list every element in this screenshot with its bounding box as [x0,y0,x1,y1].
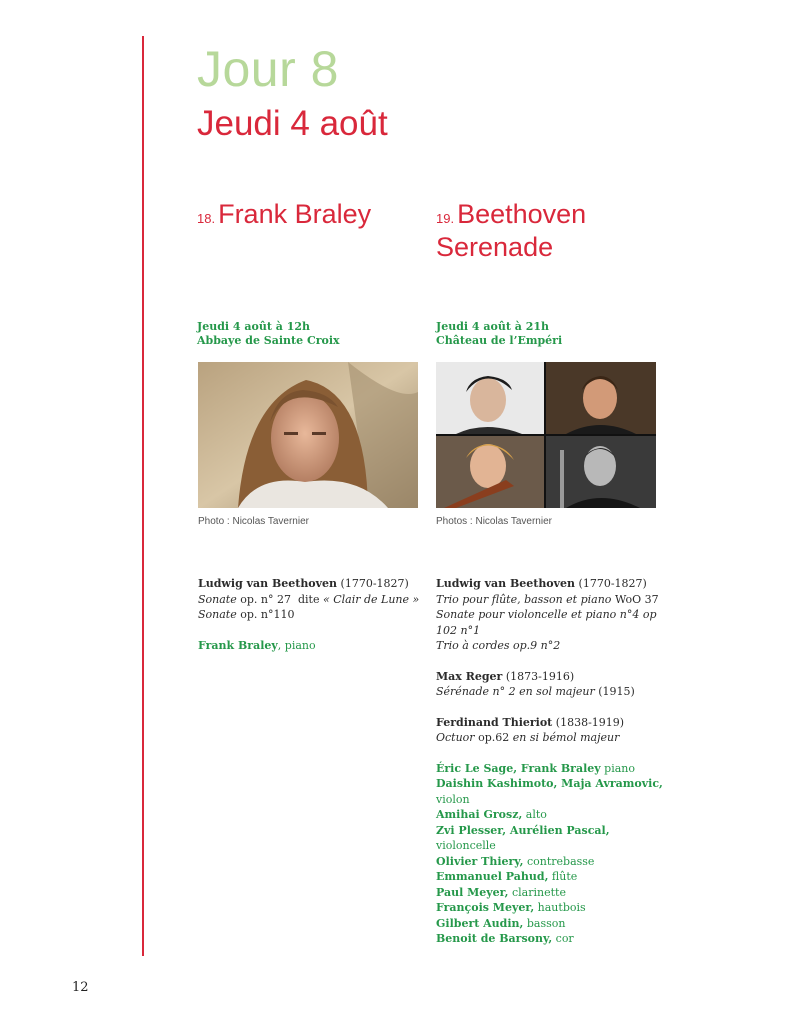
concert-19-when [436,320,666,348]
work-line: Sonate pour violoncelle et piano n°4 op 102 n°1 [436,608,657,637]
concert-venue: Château de l’Empéri [436,334,563,347]
performer-line: Benoit de Barsony, cor [436,932,574,945]
composer-line: Ferdinand Thieriot (1838-1919) [436,715,625,729]
day-date: Jeudi 4 août [197,104,388,143]
performer-line: Frank Braley, piano [198,638,316,652]
concert-18-program [198,576,430,653]
page-number: 12 [72,980,89,995]
concert-19-title [436,200,676,261]
performer-line: Daishin Kashimoto, Maja Avramovic, violon [436,777,663,806]
performer-line: Emmanuel Pahud, flûte [436,870,578,883]
performer-line: Gilbert Audin, basson [436,916,566,930]
concert-number: 19. [436,211,455,226]
concert-18-photo [198,362,418,508]
concert-number: 18. [197,211,216,226]
performer-line: François Meyer, hautbois [436,901,586,914]
day-label: Jour 8 [197,41,339,97]
performer-line: Olivier Thiery, contrebasse [436,854,595,868]
work-line: Trio à cordes op.9 n°2 [436,639,561,652]
concert-name-line1: Beethoven [457,199,587,229]
composer-line: Max Reger (1873-1916) [436,669,575,683]
concert-venue: Abbaye de Sainte Croix [197,334,340,347]
concert-19-photo-credit: Photos : Nicolas Tavernier [436,516,552,527]
concert-time: Jeudi 4 août à 21h [436,320,550,333]
concert-18-when [197,320,427,348]
concert-18-title [197,200,437,233]
work-line: Sonate op. n°110 [198,608,295,621]
performer-line: Éric Le Sage, Frank Braley piano [436,761,635,775]
concert-18-photo-credit: Photo : Nicolas Tavernier [198,516,309,527]
concert-19-program [436,576,668,947]
concert-19-photo-collage [436,362,656,508]
concert-time: Jeudi 4 août à 12h [197,320,311,333]
work-line: Trio pour flûte, basson et piano WoO 37 [436,592,659,606]
performer-line: Paul Meyer, clarinette [436,885,566,899]
performer-line: Amihai Grosz, alto [436,808,547,821]
work-line: Sérénade n° 2 en sol majeur (1915) [436,685,635,698]
performer-line: Zvi Plesser, Aurélien Pascal, violoncelle [436,823,610,852]
work-line: Sonate op. n° 27 dite « Clair de Lune » [198,592,420,606]
concert-name: Frank Braley [218,199,372,229]
composer-line: Ludwig van Beethoven (1770-1827) [436,577,647,590]
work-line: Octuor op.62 en si bémol majeur [436,731,620,744]
margin-rule [142,36,144,956]
composer-line: Ludwig van Beethoven (1770-1827) [198,577,409,590]
concert-name-line2: Serenade [436,232,554,262]
